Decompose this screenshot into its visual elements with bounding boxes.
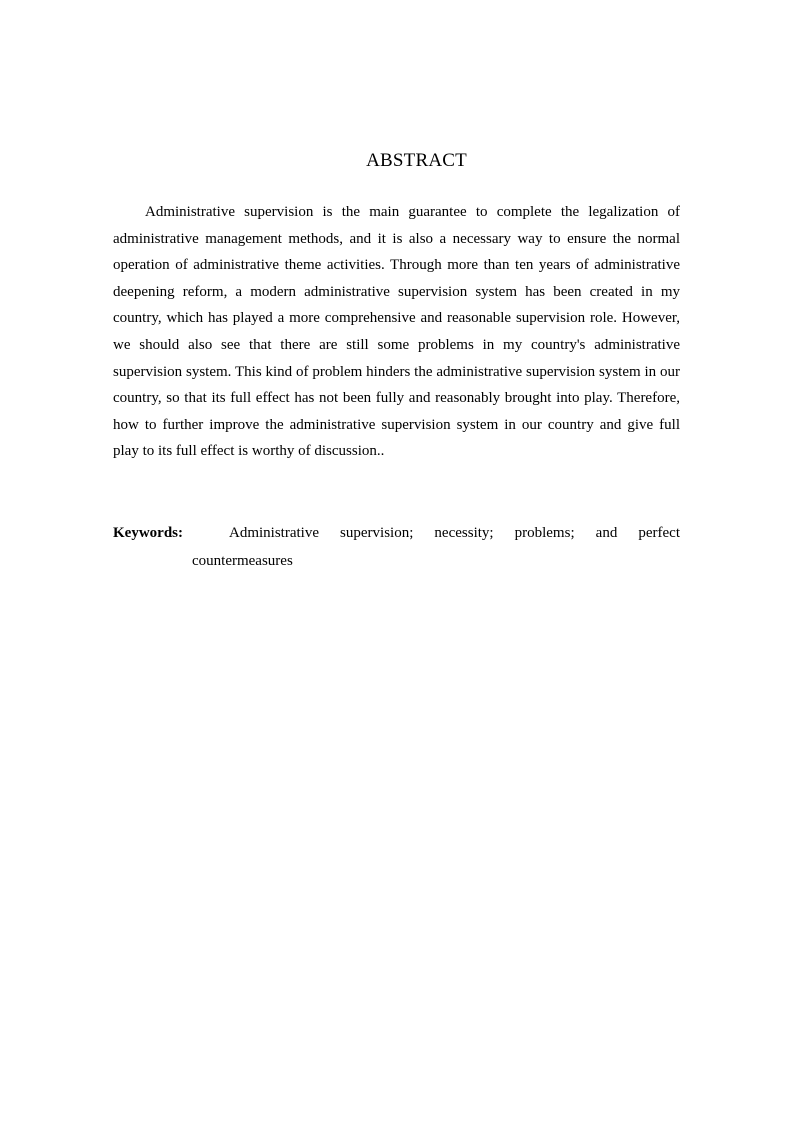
keywords-label: Keywords: <box>113 525 183 541</box>
keywords-section <box>113 519 680 575</box>
keywords-text-line1: Administrative supervision; necessity; problems; and perfect <box>229 525 680 541</box>
keywords-text-line2: countermeasures <box>192 553 293 569</box>
keywords-first-line <box>113 519 680 547</box>
abstract-title: ABSTRACT <box>366 150 467 171</box>
abstract-body-text: Administrative supervision is the main guarantee to complete the legalization of administrative management methods, and it is also a necessary way to ensure the normal operation of administrative theme activities. Through more than ten years of administrative deepening reform, a modern administrative supervision system has been created in my country, which has played a more comprehensive and reasonable supervision role. However, we should also see that there are still some problems in my country's administrative supervision system. This kind of problem hinders the administrative supervision system in our country, so that its full effect has not been fully and reasonably brought into play. Therefore, how to further improve the administrative supervision system in our country and give full play to its full effect is worthy of discussion.. <box>113 204 680 460</box>
